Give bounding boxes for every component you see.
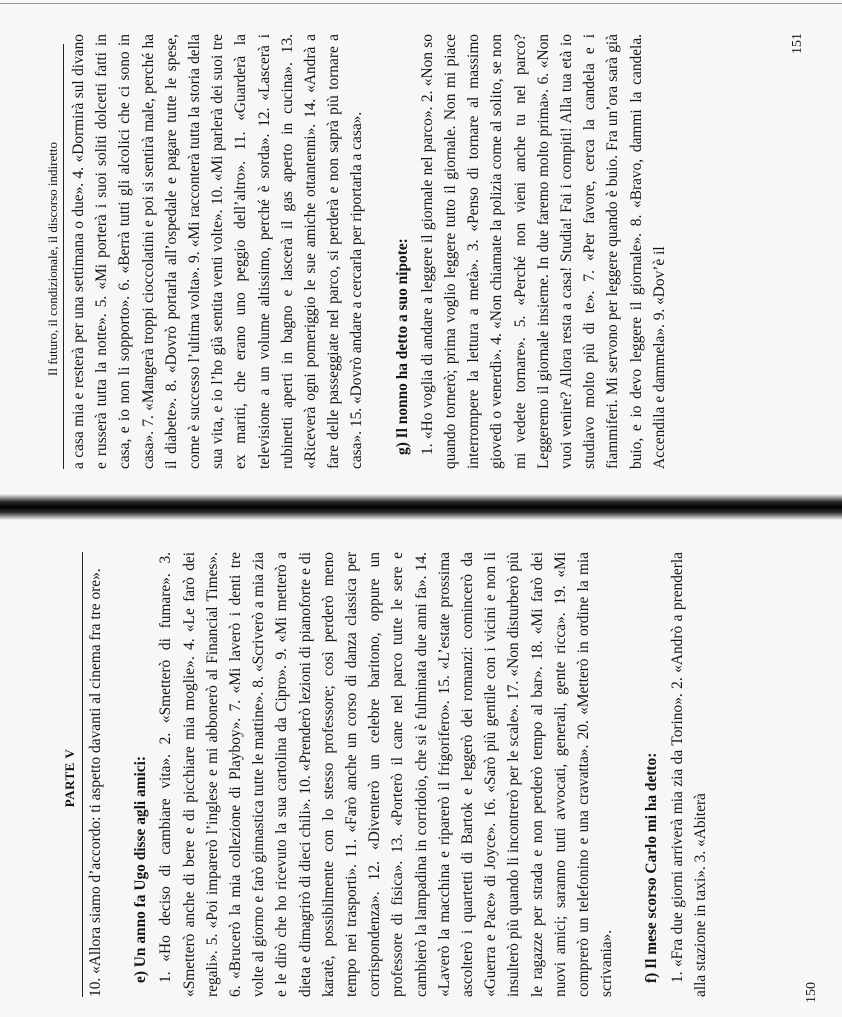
section-heading-e: e) Un anno fa Ugo disse agli amici: — [132, 755, 150, 983]
left-page-number: 150 — [804, 982, 819, 1003]
right-running-head: Il futuro, il condizionale, il discorso indiretto — [45, 142, 60, 376]
right-header-rule — [63, 44, 64, 469]
left-running-head: PARTE V — [62, 748, 77, 808]
section-text-g: 1. «Ho voglia di andare a leggere il giornale nel parco». 2. «Non so quando tornerò; prima voglio leggere tutto il giornale. Non mi piace interrompere la lettura a metà». 3. «Penso di tornare al massimo giovedì o venerdì». 4. «Non chiamate la polizia come al solito, se non mi vedete tornare». 5. «Perché non vieni anche tu nel parco? Leggeremo il giornale insieme. In due faremo molto prima». 6. «Non vuoi venire? Allora resta a casa! Studia! Fai i compiti! Alla tua età io studiavo molto più di te». 7. «Per favore, cerca la candela e i fiammiferi. Mi servono per leggere quando è buio. Fra un’ora sarà già buio, e io devo leggere il giornale». 8. «Bravo, dammi la candela. Accendila e dammela». 9. «Dov’è il — [418, 34, 668, 469]
left-page — [0, 539, 842, 1017]
right-opening-paragraph: a casa mia e resterà per una settimana o due». 4. «Dormirà sul divano e russerà tutta la notte». 5. «Mi porterà i suoi soliti dolcetti fatti in casa, e io non li sopporto». 6. «Berrà tutti gli alcolici che ci sono in casa». 7. «Mangerà troppi cioccolatini e poi si sentirà male, perché ha il diabete». 8. «Dovrò portarla all’ospedale e pagare tutte le spese, come è successo l’ultima volta». 9. «Mi racconterà tutta la storia della sua vita, e io l’ho già sentita venti volte». 10. «Mi parlerà dei suoi tre ex mariti, che erano uno peggio dell’altro». 11. «Guarderà la televisione a un volume altissimo, perché è sorda». 12. «Lascerà i rubinetti aperti in bagno e lascerà il gas aperto in cucina». 13. «Riceverà ogni pomeriggio le sue amiche ottantenni». 14. «Andrà a fare delle passeggiate nel parco, si perderà e non saprà più tornare a casa». 15. «Dovrò andare a cercarla per riportarla a casa». — [70, 34, 366, 469]
section-text-f: 1. «Fra due giorni arriverà mia zia da Torino». 2. «Andrò a prenderla alla stazione in taxi». 3. «Abiterà — [668, 552, 709, 997]
left-header-rule — [82, 552, 83, 997]
section-heading-f: f) Il mese scorso Carlo mi ha detto: — [643, 752, 661, 983]
book-gutter-shadow — [0, 494, 842, 520]
right-page-number: 151 — [790, 33, 805, 54]
right-page — [0, 0, 842, 494]
right-body-text — [67, 34, 671, 469]
left-opening-paragraph: 10. «Allora siamo d’accordo: ti aspetto davanti al cinema fra tre ore». — [87, 568, 104, 997]
section-text-e: 1. «Ho deciso di cambiare vita». 2. «Smetterò di fumare». 3. «Smetterò anche di bere e di picchiare mia moglie». 4. «Le farò dei regali». 5. «Poi imparerò l’inglese e mi abbonerò al Financial Times». 6. «Brucerò la mia collezione di Playboy». 7. «Mi laverò i denti tre volte al giorno e farò ginnastica tutte le mattine». 8. «Scriverò a mia zia e le dirò che ho ricevuto la sua cartolina da Cipro». 9. «Mi metterò a dieta e dimagrirò di dieci chili». 10. «Prenderò lezioni di pianoforte e di karatè, possibilmente con lo stesso professore; così perderò meno tempo nei trasporti». 11. «Farò anche un corso di danza classica per corrispondenza». 12. «Diventerò un celebre baritono, oppure un professore di fisica». 13. «Porterò il cane nel parco tutte le sere e cambierò la lampadina in corridoio, che si è fulminata due anni fa». 14. «Laverò la macchina e riparerò il frigorifero». 15. «L’estate prossima ascolterò i quartetti di Bartok e leggerò dei romanzi: comincerò da «Guerra e Pace» di Joyce». 16. «Sarò più gentile con i vicini e non li insulterò più quando li incontrerò per le scale». 17. «Non disturberò più le ragazze per strada e non perderò tempo al bar». 18. «Mi farò dei nuovi amici; saranno tutti avvocati, generali, gente ricca». 19. «Mi comprerò un telefonino e una cravatta». 20. «Metterò in ordine la mia scrivania». — [157, 552, 616, 997]
left-body-text — [84, 552, 712, 997]
section-heading-g: g) Il nonno ha detto a suo nipote: — [393, 238, 411, 455]
